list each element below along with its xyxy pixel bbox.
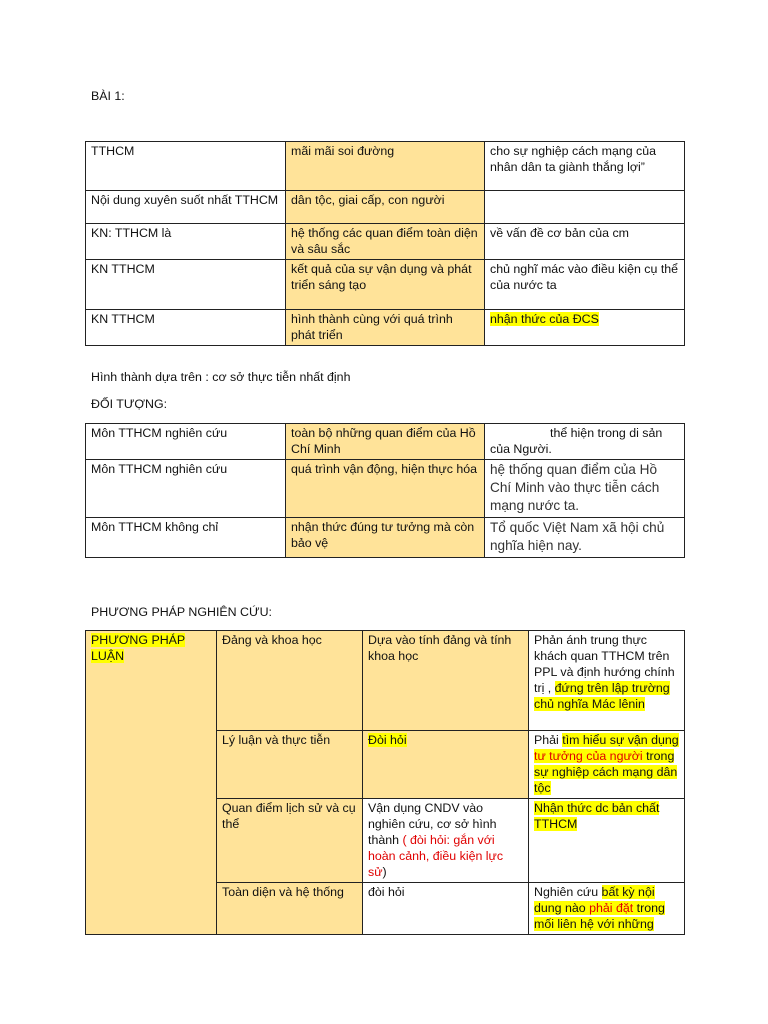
table-row (86, 631, 685, 731)
table-cell: nhận thức đúng tư tưởng mà còn bảo vệ (286, 518, 485, 558)
table-cell: TTHCM (86, 142, 286, 191)
table-cell: Tổ quốc Việt Nam xã hội chủ nghĩa hiện nay. (485, 518, 685, 558)
red-text: ( đòi hỏi: gắn với hoàn cảnh, điều kiện lực sử (368, 833, 504, 879)
table-cell (529, 631, 685, 731)
table-cell: về vấn đề cơ bản của cm (485, 224, 685, 260)
cell-text: Nghiên cứu (534, 885, 602, 899)
table-cell: KN TTHCM (86, 260, 286, 310)
table-cell: hệ thống quan điểm của Hồ Chí Minh vào thực tiễn cách mạng nước ta. (485, 460, 685, 518)
table-cell (485, 191, 685, 224)
heading-doi-tuong: ĐỐI TƯỢNG: (91, 397, 168, 411)
table-cell (485, 424, 685, 460)
table-row (86, 260, 685, 310)
highlighted-text: Nhận thức dc bản chất TTHCM (534, 801, 660, 831)
table-cell: Dựa vào tính đảng và tính khoa học (363, 631, 529, 731)
cell-text: Phản ánh trung thực khách quan TTHCM trên PPL và định hướng chính trị , (534, 633, 675, 695)
table-row (86, 518, 685, 558)
table-cell: dân tộc, giai cấp, con người (286, 191, 485, 224)
cell-line: của Người. (490, 442, 552, 456)
heading-bai-1: BÀI 1: (91, 89, 125, 103)
table-row (86, 310, 685, 346)
table-cell: Môn TTHCM không chỉ (86, 518, 286, 558)
highlighted-text: trong mối liên hệ với những (534, 901, 665, 931)
table-cell: Môn TTHCM nghiên cứu (86, 460, 286, 518)
table-row (86, 460, 685, 518)
table-cell: quá trình vận động, hiện thực hóa (286, 460, 485, 518)
table-doi-tuong (85, 423, 685, 558)
table-cell: cho sự nghiệp cách mạng của nhân dân ta giành thắng lợi” (485, 142, 685, 191)
table-row (86, 191, 685, 224)
table-cell: KN TTHCM (86, 310, 286, 346)
table-cell: Toàn diện và hệ thống (217, 883, 363, 935)
table-cell: hình thành cùng với quá trình phát triển (286, 310, 485, 346)
cell-text: Phải (534, 733, 563, 747)
table-cell: kết quả của sự vận dụng và phát triển sáng tạo (286, 260, 485, 310)
table-tthcm-concepts (85, 141, 685, 346)
highlighted-text: PHƯƠNG PHÁP LUẬN (91, 633, 186, 663)
table-cell: Quan điểm lịch sử và cụ thể (217, 799, 363, 883)
table-cell (363, 731, 529, 799)
table-cell: Nội dung xuyên suốt nhất TTHCM (86, 191, 286, 224)
table-cell (363, 799, 529, 883)
table-row (86, 142, 685, 191)
highlighted-text: nhận thức của ĐCS (490, 312, 599, 326)
paragraph-hinh-thanh: Hình thành dựa trên : cơ sở thực tiễn nhất định (91, 370, 351, 384)
highlighted-text: bất kỳ nội dung nào (534, 885, 655, 915)
table-cell: đòi hỏi (363, 883, 529, 935)
cell-text: Vận dụng CNDV vào nghiên cứu, cơ sở hình thành (368, 801, 497, 847)
table-cell (529, 731, 685, 799)
highlighted-text: Đòi hỏi (368, 733, 407, 747)
table-phuong-phap (85, 630, 685, 935)
highlighted-text: tìm hiểu sự vận dụng (562, 733, 679, 747)
highlighted-text: trong sự nghiệp cách mạng dân tộc (534, 749, 678, 795)
table-cell: KN: TTHCM là (86, 224, 286, 260)
table-row (86, 424, 685, 460)
table-cell: toàn bộ những quan điểm của Hồ Chí Minh (286, 424, 485, 460)
table-cell: Môn TTHCM nghiên cứu (86, 424, 286, 460)
table-cell: mãi mãi soi đường (286, 142, 485, 191)
table-cell (485, 310, 685, 346)
red-highlighted-text: phải đặt (585, 901, 634, 915)
red-highlighted-text: tư tưởng của người (534, 749, 643, 763)
table-cell: chủ nghĩ mác vào điều kiện cụ thể của nước ta (485, 260, 685, 310)
table-cell: hệ thống các quan điểm toàn diện và sâu sắc (286, 224, 485, 260)
heading-phuong-phap: PHƯƠNG PHÁP NGHIÊN CỨU: (91, 605, 272, 619)
cell-line: thể hiện trong di sản (550, 426, 663, 440)
table-cell-label (86, 631, 217, 935)
table-cell (529, 799, 685, 883)
highlighted-text: đứng trên lập trường chủ nghĩa Mác lênin (534, 681, 670, 711)
table-cell: Lý luận và thực tiễn (217, 731, 363, 799)
cell-text: ) (382, 865, 387, 879)
table-cell: Đảng và khoa học (217, 631, 363, 731)
table-cell (529, 883, 685, 935)
table-row (86, 224, 685, 260)
